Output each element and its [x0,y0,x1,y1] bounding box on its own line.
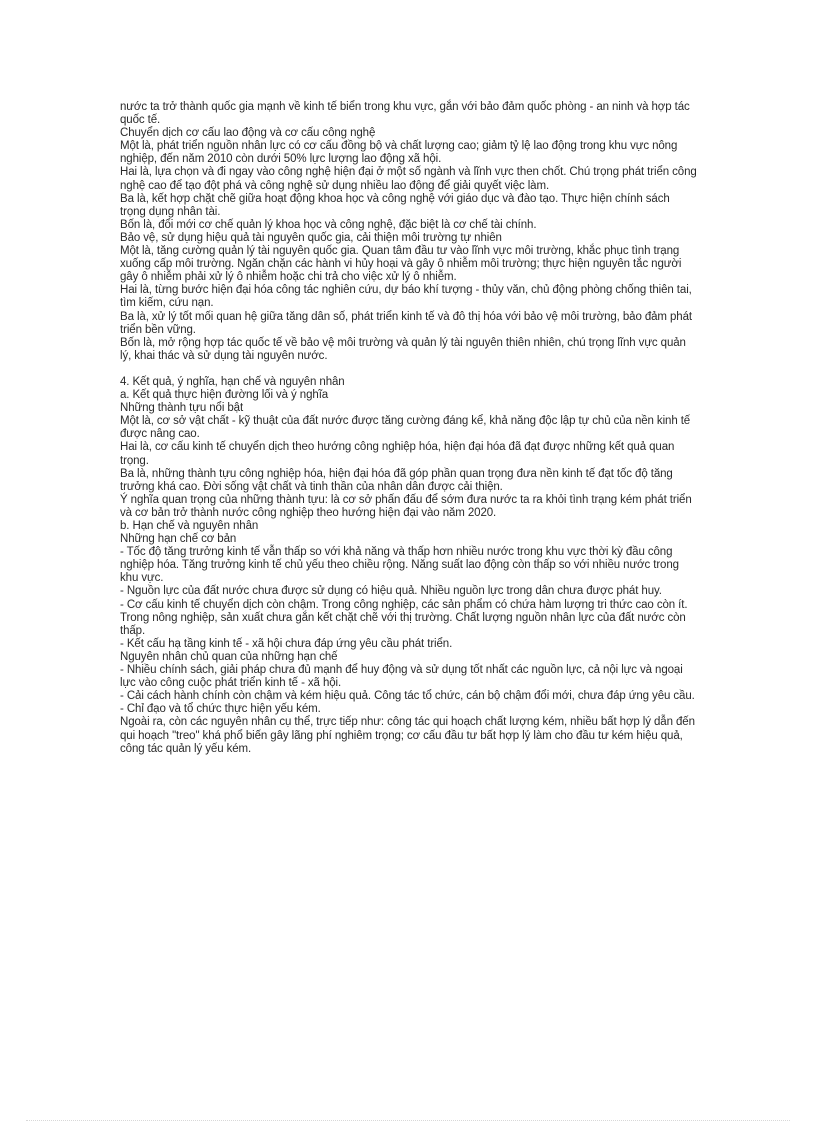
paragraph: Những thành tựu nổi bật [120,402,244,415]
page-bottom-divider [26,1120,790,1121]
paragraph: - Nhiều chính sách, giải pháp chưa đủ mạnh để huy động và sử dụng tốt nhất các nguồn lực, cả nội lực và ngoại lực vào công cuộc phát triển kinh tế - xã hội. [120,664,683,690]
paragraph: - Nguồn lực của đất nước chưa được sử dụng có hiệu quả. Nhiều nguồn lực trong dân chưa được phát huy. [120,585,662,598]
paragraph: Hai là, lựa chọn và đi ngay vào công nghệ hiện đại ở một số ngành và lĩnh vực then chốt. Chú trọng phát triển công nghệ cao để tạo đột phá và công nghệ sử dụng nhiều lao động để giải quyết việc làm. [120,166,697,192]
paragraph: Hai là, từng bước hiện đại hóa công tác nghiên cứu, dự báo khí tượng - thủy văn, chủ động phòng chống thiên tai, tìm kiếm, cứu nạn. [120,284,692,310]
paragraph: Một là, phát triển nguồn nhân lực có cơ cấu đồng bộ và chất lượng cao; giảm tỷ lệ lao động trong khu vực nông nghiệp, đến năm 2010 còn dưới 50% lực lượng lao động xã hội. [120,140,678,166]
paragraph: Chuyển dịch cơ cấu lao động và cơ cấu công nghệ [120,127,376,140]
paragraph: Ba là, kết hợp chặt chẽ giữa hoạt động khoa học và công nghệ với giáo dục và đào tạo. Thực hiện chính sách trọng dụng nhân tài. [120,192,670,218]
paragraph: - Cơ cấu kinh tế chuyển dịch còn chậm. Trong công nghiệp, các sản phẩm có chứa hàm lượng tri thức cao còn ít. Trong nông nghiệp, sản xuất chưa gắn kết chặt chẽ với thị trường. Chất lượng nguồn nhân lực của đất nước còn thấp. [120,598,688,637]
paragraph: b. Hạn chế và nguyên nhân [120,520,259,532]
paragraph: - Cải cách hành chính còn chậm và kém hiệu quả. Công tác tổ chức, cán bộ chậm đổi mới, chưa đáp ứng yêu cầu. [120,690,695,703]
paragraph: Bốn là, đổi mới cơ chế quản lý khoa học và công nghệ, đặc biệt là cơ chế tài chính. [120,218,537,231]
paragraph: Hai là, cơ cấu kinh tế chuyển dịch theo hướng công nghiệp hóa, hiện đại hóa đã đạt được những kết quả quan trọng. [120,441,675,467]
paragraph: nước ta trở thành quốc gia mạnh về kinh tế biển trong khu vực, gắn với bảo đảm quốc phòng - an ninh và hợp tác quốc tế. [120,101,690,127]
paragraph: Ý nghĩa quan trọng của những thành tựu: là cơ sở phấn đấu để sớm đưa nước ta ra khỏi tình trạng kém phát triển và cơ bản trở thành nước công nghiệp theo hướng hiện đại vào năm 2020. [120,493,692,519]
paragraph: Ba là, những thành tựu công nghiệp hóa, hiện đại hóa đã góp phần quan trọng đưa nền kinh tế đạt tốc độ tăng trưởng khá cao. Đời sống vật chất và tinh thần của nhân dân được cải thiện. [120,467,673,493]
document-body [120,101,698,756]
paragraph: - Kết cấu hạ tầng kinh tế - xã hội chưa đáp ứng yêu cầu phát triển. [120,637,453,650]
paragraph: 4. Kết quả, ý nghĩa, hạn chế và nguyên nhân [120,375,345,388]
paragraph: Ngoài ra, còn các nguyên nhân cụ thể, trực tiếp như: công tác qui hoạch chất lượng kém, nhiều bất hợp lý dẫn đến qui hoạch "treo" khá phổ biến gây lãng phí nghiêm trọng; cơ cấu đầu tư bất hợp lý làm cho đầu tư kém hiệu quả, công tác quản lý yếu kém. [120,716,695,755]
paragraph: Một là, tăng cường quản lý tài nguyên quốc gia. Quan tâm đầu tư vào lĩnh vực môi trường, khắc phục tình trạng xuống cấp môi trường. Ngăn chặn các hành vi hủy hoại và gây ô nhiễm môi trường; thực hiện nguyên tắc người gây ô nhiễm phải xử lý ô nhiễm hoặc chi trả cho việc xử lý ô nhiễm. [120,245,682,284]
paragraph: Nguyên nhân chủ quan của những hạn chế [120,650,338,663]
paragraph: Những hạn chế cơ bản [120,533,237,546]
paragraph: Một là, cơ sở vật chất - kỹ thuật của đất nước được tăng cường đáng kể, khả năng độc lập tự chủ của nền kinh tế được nâng cao. [120,415,691,441]
paragraph: - Chỉ đạo và tổ chức thực hiện yếu kém. [120,703,321,716]
paragraph: a. Kết quả thực hiện đường lối và ý nghĩa [120,389,329,402]
blank-line [120,363,698,376]
paragraph: Ba là, xử lý tốt mối quan hệ giữa tăng dân số, phát triển kinh tế và đô thị hóa với bảo vệ môi trường, bảo đảm phát triển bền vững. [120,310,692,336]
paragraph: Bảo vệ, sử dụng hiệu quả tài nguyên quốc gia, cải thiện môi trường tự nhiên [120,231,502,244]
paragraph: - Tốc độ tăng trưởng kinh tế vẫn thấp so với khả năng và thấp hơn nhiều nước trong khu vực thời kỳ đầu công nghiệp hóa. Tăng trưởng kinh tế chủ yếu theo chiều rộng. Năng suất lao động còn thấp so với nhiều nước trong khu vực. [120,546,679,585]
paragraph: Bốn là, mở rộng hợp tác quốc tế về bảo vệ môi trường và quản lý tài nguyên thiên nhiên, chú trọng lĩnh vực quản lý, khai thác và sử dụng tài nguyên nước. [120,336,686,362]
